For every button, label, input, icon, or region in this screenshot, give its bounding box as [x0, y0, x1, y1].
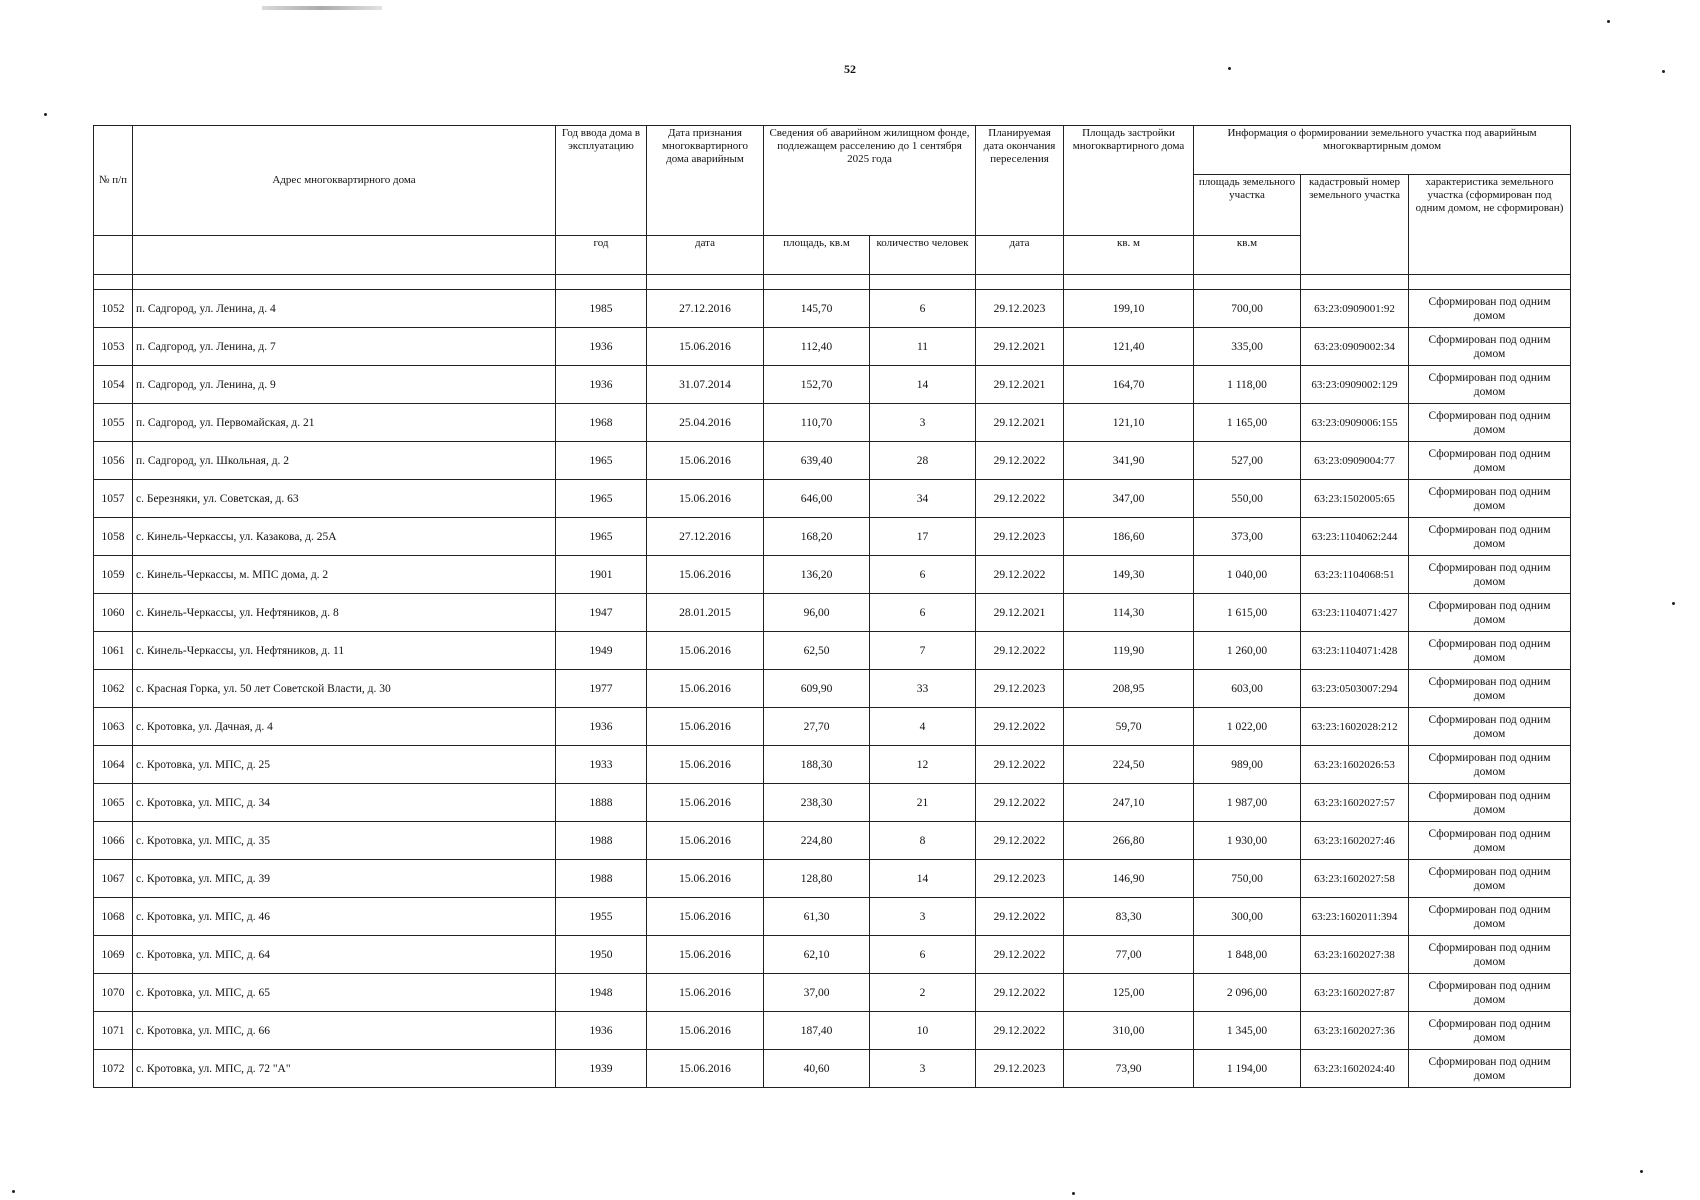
row-people-count: 11 [870, 328, 976, 366]
row-number: 1071 [94, 1012, 133, 1050]
row-cadastral-number: 63:23:0909002:129 [1301, 366, 1409, 404]
row-land-area: 1 615,00 [1194, 594, 1301, 632]
row-living-area: 238,30 [764, 784, 870, 822]
row-built-area: 119,90 [1064, 632, 1194, 670]
row-number: 1065 [94, 784, 133, 822]
row-cadastral-number: 63:23:0909004:77 [1301, 442, 1409, 480]
row-year: 1977 [556, 670, 647, 708]
row-land-characteristic: Сформирован под одним домом [1409, 632, 1571, 670]
scan-speck [1072, 1192, 1075, 1195]
row-number: 1068 [94, 898, 133, 936]
row-cadastral-number: 63:23:1602027:87 [1301, 974, 1409, 1012]
header-number: № п/п [94, 126, 133, 236]
row-address: с. Кротовка, ул. МПС, д. 72 "А" [133, 1050, 556, 1088]
row-living-area: 110,70 [764, 404, 870, 442]
row-land-characteristic: Сформирован под одним домом [1409, 480, 1571, 518]
row-planned-date: 29.12.2021 [976, 366, 1064, 404]
row-land-characteristic: Сформирован под одним домом [1409, 442, 1571, 480]
row-emergency-date: 15.06.2016 [647, 1012, 764, 1050]
unit-built-area: кв. м [1064, 236, 1194, 275]
row-land-characteristic: Сформирован под одним домом [1409, 936, 1571, 974]
row-living-area: 37,00 [764, 974, 870, 1012]
row-address: с. Кротовка, ул. МПС, д. 65 [133, 974, 556, 1012]
table-row [94, 594, 1571, 632]
row-people-count: 3 [870, 898, 976, 936]
row-year: 1936 [556, 366, 647, 404]
row-year: 1933 [556, 746, 647, 784]
row-address: с. Кинель-Черкассы, ул. Казакова, д. 25А [133, 518, 556, 556]
row-year: 1950 [556, 936, 647, 974]
scan-speck [1640, 1170, 1643, 1173]
row-number: 1067 [94, 860, 133, 898]
row-address: с. Кинель-Черкассы, ул. Нефтяников, д. 11 [133, 632, 556, 670]
row-land-area: 1 848,00 [1194, 936, 1301, 974]
table-row [94, 784, 1571, 822]
row-address: с. Кинель-Черкассы, м. МПС дома, д. 2 [133, 556, 556, 594]
row-emergency-date: 15.06.2016 [647, 670, 764, 708]
row-emergency-date: 15.06.2016 [647, 328, 764, 366]
page-number: 52 [844, 62, 856, 76]
row-number: 1061 [94, 632, 133, 670]
row-living-area: 187,40 [764, 1012, 870, 1050]
row-cadastral-number: 63:23:0909001:92 [1301, 290, 1409, 328]
row-land-characteristic: Сформирован под одним домом [1409, 784, 1571, 822]
row-land-area: 1 194,00 [1194, 1050, 1301, 1088]
row-living-area: 62,10 [764, 936, 870, 974]
row-built-area: 121,10 [1064, 404, 1194, 442]
row-planned-date: 29.12.2023 [976, 290, 1064, 328]
row-built-area: 247,10 [1064, 784, 1194, 822]
row-emergency-date: 15.06.2016 [647, 974, 764, 1012]
row-planned-date: 29.12.2022 [976, 936, 1064, 974]
row-living-area: 40,60 [764, 1050, 870, 1088]
row-living-area: 128,80 [764, 860, 870, 898]
row-emergency-date: 15.06.2016 [647, 556, 764, 594]
scan-speck [1607, 20, 1610, 23]
row-year: 1947 [556, 594, 647, 632]
row-people-count: 6 [870, 594, 976, 632]
row-emergency-date: 27.12.2016 [647, 290, 764, 328]
scan-speck [44, 113, 47, 116]
scan-speck [12, 1190, 15, 1193]
header-built-area: Площадь застройки многоквартирного дома [1064, 126, 1194, 236]
row-year: 1936 [556, 1012, 647, 1050]
row-built-area: 121,40 [1064, 328, 1194, 366]
row-planned-date: 29.12.2023 [976, 518, 1064, 556]
row-people-count: 21 [870, 784, 976, 822]
table-row [94, 670, 1571, 708]
row-year: 1965 [556, 480, 647, 518]
row-living-area: 62,50 [764, 632, 870, 670]
table-row [94, 632, 1571, 670]
row-living-area: 639,40 [764, 442, 870, 480]
row-land-area: 603,00 [1194, 670, 1301, 708]
row-cadastral-number: 63:23:1602027:46 [1301, 822, 1409, 860]
row-year: 1936 [556, 328, 647, 366]
unit-planned-date: дата [976, 236, 1064, 275]
row-people-count: 6 [870, 556, 976, 594]
row-number: 1062 [94, 670, 133, 708]
row-people-count: 3 [870, 404, 976, 442]
row-cadastral-number: 63:23:1602027:36 [1301, 1012, 1409, 1050]
row-people-count: 6 [870, 290, 976, 328]
unit-people: количество человек [870, 236, 976, 275]
row-people-count: 8 [870, 822, 976, 860]
row-number: 1070 [94, 974, 133, 1012]
row-number: 1053 [94, 328, 133, 366]
row-people-count: 33 [870, 670, 976, 708]
row-living-area: 168,20 [764, 518, 870, 556]
table-row [94, 708, 1571, 746]
row-cadastral-number: 63:23:1502005:65 [1301, 480, 1409, 518]
row-living-area: 609,90 [764, 670, 870, 708]
row-address: п. Садгород, ул. Школьная, д. 2 [133, 442, 556, 480]
row-built-area: 83,30 [1064, 898, 1194, 936]
row-planned-date: 29.12.2022 [976, 746, 1064, 784]
header-land-cadastral: кадастровый номер земельного участка [1301, 175, 1409, 275]
row-year: 1948 [556, 974, 647, 1012]
row-land-characteristic: Сформирован под одним домом [1409, 974, 1571, 1012]
table-row [94, 936, 1571, 974]
row-emergency-date: 15.06.2016 [647, 898, 764, 936]
row-address: с. Кротовка, ул. Дачная, д. 4 [133, 708, 556, 746]
row-built-area: 224,50 [1064, 746, 1194, 784]
row-land-area: 989,00 [1194, 746, 1301, 784]
row-people-count: 34 [870, 480, 976, 518]
row-land-area: 1 930,00 [1194, 822, 1301, 860]
row-emergency-date: 15.06.2016 [647, 442, 764, 480]
table-row [94, 860, 1571, 898]
row-address: с. Кротовка, ул. МПС, д. 64 [133, 936, 556, 974]
row-land-characteristic: Сформирован под одним домом [1409, 328, 1571, 366]
row-year: 1955 [556, 898, 647, 936]
row-built-area: 59,70 [1064, 708, 1194, 746]
row-living-area: 27,70 [764, 708, 870, 746]
row-people-count: 28 [870, 442, 976, 480]
row-built-area: 149,30 [1064, 556, 1194, 594]
row-address: п. Садгород, ул. Ленина, д. 7 [133, 328, 556, 366]
row-planned-date: 29.12.2022 [976, 556, 1064, 594]
header-land-area: площадь земельного участка [1194, 175, 1301, 236]
row-planned-date: 29.12.2022 [976, 480, 1064, 518]
row-address: с. Кротовка, ул. МПС, д. 46 [133, 898, 556, 936]
row-land-area: 1 345,00 [1194, 1012, 1301, 1050]
row-built-area: 146,90 [1064, 860, 1194, 898]
row-land-area: 1 987,00 [1194, 784, 1301, 822]
row-number: 1057 [94, 480, 133, 518]
row-land-characteristic: Сформирован под одним домом [1409, 1050, 1571, 1088]
row-people-count: 17 [870, 518, 976, 556]
row-address: с. Красная Горка, ул. 50 лет Советской Власти, д. 30 [133, 670, 556, 708]
row-people-count: 2 [870, 974, 976, 1012]
row-land-area: 335,00 [1194, 328, 1301, 366]
row-land-area: 300,00 [1194, 898, 1301, 936]
row-year: 1965 [556, 518, 647, 556]
row-cadastral-number: 63:23:1104062:244 [1301, 518, 1409, 556]
row-land-area: 2 096,00 [1194, 974, 1301, 1012]
row-land-area: 373,00 [1194, 518, 1301, 556]
row-emergency-date: 31.07.2014 [647, 366, 764, 404]
row-year: 1988 [556, 860, 647, 898]
header-planned-date: Планируемая дата окончания переселения [976, 126, 1064, 236]
row-number: 1054 [94, 366, 133, 404]
table-row [94, 898, 1571, 936]
row-year: 1936 [556, 708, 647, 746]
row-land-area: 527,00 [1194, 442, 1301, 480]
row-living-area: 61,30 [764, 898, 870, 936]
row-emergency-date: 15.06.2016 [647, 632, 764, 670]
row-land-area: 1 040,00 [1194, 556, 1301, 594]
row-address: п. Садгород, ул. Ленина, д. 9 [133, 366, 556, 404]
table-row [94, 1012, 1571, 1050]
row-people-count: 6 [870, 936, 976, 974]
row-planned-date: 29.12.2022 [976, 442, 1064, 480]
row-number: 1069 [94, 936, 133, 974]
row-emergency-date: 15.06.2016 [647, 860, 764, 898]
row-cadastral-number: 63:23:1602027:58 [1301, 860, 1409, 898]
row-people-count: 10 [870, 1012, 976, 1050]
row-year: 1968 [556, 404, 647, 442]
row-built-area: 199,10 [1064, 290, 1194, 328]
row-land-characteristic: Сформирован под одним домом [1409, 670, 1571, 708]
row-cadastral-number: 63:23:1104071:427 [1301, 594, 1409, 632]
unit-land-area: кв.м [1194, 236, 1301, 275]
row-number: 1064 [94, 746, 133, 784]
row-built-area: 114,30 [1064, 594, 1194, 632]
row-year: 1888 [556, 784, 647, 822]
table-row [94, 974, 1571, 1012]
unit-area: площадь, кв.м [764, 236, 870, 275]
table-row [94, 404, 1571, 442]
row-number: 1066 [94, 822, 133, 860]
row-cadastral-number: 63:23:1104071:428 [1301, 632, 1409, 670]
emergency-housing-table [93, 125, 1571, 1088]
row-address: с. Кротовка, ул. МПС, д. 66 [133, 1012, 556, 1050]
row-land-characteristic: Сформирован под одним домом [1409, 366, 1571, 404]
table-row [94, 746, 1571, 784]
row-address: с. Березняки, ул. Советская, д. 63 [133, 480, 556, 518]
row-land-area: 1 022,00 [1194, 708, 1301, 746]
row-planned-date: 29.12.2022 [976, 1012, 1064, 1050]
row-year: 1985 [556, 290, 647, 328]
row-planned-date: 29.12.2021 [976, 404, 1064, 442]
row-cadastral-number: 63:23:0909002:34 [1301, 328, 1409, 366]
row-living-area: 112,40 [764, 328, 870, 366]
row-emergency-date: 27.12.2016 [647, 518, 764, 556]
row-land-area: 750,00 [1194, 860, 1301, 898]
row-number: 1072 [94, 1050, 133, 1088]
row-address: с. Кротовка, ул. МПС, д. 35 [133, 822, 556, 860]
row-planned-date: 29.12.2023 [976, 860, 1064, 898]
row-number: 1058 [94, 518, 133, 556]
row-emergency-date: 15.06.2016 [647, 480, 764, 518]
header-address: Адрес многоквартирного дома [133, 126, 556, 236]
row-land-characteristic: Сформирован под одним домом [1409, 898, 1571, 936]
row-land-characteristic: Сформирован под одним домом [1409, 290, 1571, 328]
header-emergency-date: Дата признания многоквартирного дома аварийным [647, 126, 764, 236]
row-land-characteristic: Сформирован под одним домом [1409, 404, 1571, 442]
row-address: п. Садгород, ул. Первомайская, д. 21 [133, 404, 556, 442]
row-planned-date: 29.12.2022 [976, 784, 1064, 822]
row-number: 1052 [94, 290, 133, 328]
row-land-characteristic: Сформирован под одним домом [1409, 594, 1571, 632]
row-land-area: 1 260,00 [1194, 632, 1301, 670]
row-planned-date: 29.12.2021 [976, 594, 1064, 632]
row-built-area: 73,90 [1064, 1050, 1194, 1088]
row-people-count: 4 [870, 708, 976, 746]
row-living-area: 224,80 [764, 822, 870, 860]
row-people-count: 12 [870, 746, 976, 784]
row-built-area: 164,70 [1064, 366, 1194, 404]
row-land-characteristic: Сформирован под одним домом [1409, 860, 1571, 898]
row-people-count: 14 [870, 860, 976, 898]
row-living-area: 96,00 [764, 594, 870, 632]
table-row [94, 328, 1571, 366]
row-living-area: 188,30 [764, 746, 870, 784]
row-emergency-date: 15.06.2016 [647, 746, 764, 784]
table-row [94, 556, 1571, 594]
scan-artifact [262, 6, 382, 10]
row-people-count: 14 [870, 366, 976, 404]
table-row [94, 480, 1571, 518]
row-built-area: 77,00 [1064, 936, 1194, 974]
row-land-area: 550,00 [1194, 480, 1301, 518]
row-number: 1059 [94, 556, 133, 594]
row-land-characteristic: Сформирован под одним домом [1409, 1012, 1571, 1050]
unit-date: дата [647, 236, 764, 275]
row-planned-date: 29.12.2023 [976, 1050, 1064, 1088]
row-year: 1939 [556, 1050, 647, 1088]
row-land-characteristic: Сформирован под одним домом [1409, 746, 1571, 784]
table-row [94, 1050, 1571, 1088]
row-year: 1965 [556, 442, 647, 480]
row-planned-date: 29.12.2022 [976, 898, 1064, 936]
row-emergency-date: 25.04.2016 [647, 404, 764, 442]
row-living-area: 646,00 [764, 480, 870, 518]
header-emergency-fund: Сведения об аварийном жилищном фонде, подлежащем расселению до 1 сентября 2025 года [764, 126, 976, 236]
row-land-area: 700,00 [1194, 290, 1301, 328]
row-number: 1063 [94, 708, 133, 746]
row-year: 1988 [556, 822, 647, 860]
row-land-area: 1 118,00 [1194, 366, 1301, 404]
row-living-area: 145,70 [764, 290, 870, 328]
row-cadastral-number: 63:23:0503007:294 [1301, 670, 1409, 708]
row-planned-date: 29.12.2021 [976, 328, 1064, 366]
row-land-characteristic: Сформирован под одним домом [1409, 518, 1571, 556]
row-land-area: 1 165,00 [1194, 404, 1301, 442]
row-cadastral-number: 63:23:1602026:53 [1301, 746, 1409, 784]
row-cadastral-number: 63:23:1602024:40 [1301, 1050, 1409, 1088]
header-land-info: Информация о формировании земельного участка под аварийным многоквартирным домом [1194, 126, 1571, 175]
row-planned-date: 29.12.2023 [976, 670, 1064, 708]
row-cadastral-number: 63:23:1602028:212 [1301, 708, 1409, 746]
row-built-area: 341,90 [1064, 442, 1194, 480]
row-emergency-date: 15.06.2016 [647, 936, 764, 974]
scan-speck [1672, 602, 1675, 605]
row-emergency-date: 15.06.2016 [647, 822, 764, 860]
row-built-area: 310,00 [1064, 1012, 1194, 1050]
row-number: 1060 [94, 594, 133, 632]
row-planned-date: 29.12.2022 [976, 822, 1064, 860]
table-row [94, 366, 1571, 404]
row-land-characteristic: Сформирован под одним домом [1409, 708, 1571, 746]
row-cadastral-number: 63:23:1104068:51 [1301, 556, 1409, 594]
row-built-area: 208,95 [1064, 670, 1194, 708]
table-row [94, 822, 1571, 860]
row-cadastral-number: 63:23:1602027:57 [1301, 784, 1409, 822]
row-people-count: 7 [870, 632, 976, 670]
row-address: с. Кинель-Черкассы, ул. Нефтяников, д. 8 [133, 594, 556, 632]
row-built-area: 266,80 [1064, 822, 1194, 860]
table-row [94, 442, 1571, 480]
unit-year: год [556, 236, 647, 275]
row-built-area: 347,00 [1064, 480, 1194, 518]
row-built-area: 186,60 [1064, 518, 1194, 556]
row-planned-date: 29.12.2022 [976, 632, 1064, 670]
row-living-area: 136,20 [764, 556, 870, 594]
row-land-characteristic: Сформирован под одним домом [1409, 822, 1571, 860]
row-built-area: 125,00 [1064, 974, 1194, 1012]
row-cadastral-number: 63:23:1602027:38 [1301, 936, 1409, 974]
row-planned-date: 29.12.2022 [976, 974, 1064, 1012]
row-year: 1901 [556, 556, 647, 594]
row-planned-date: 29.12.2022 [976, 708, 1064, 746]
row-cadastral-number: 63:23:0909006:155 [1301, 404, 1409, 442]
row-address: с. Кротовка, ул. МПС, д. 34 [133, 784, 556, 822]
row-living-area: 152,70 [764, 366, 870, 404]
row-number: 1055 [94, 404, 133, 442]
row-address: с. Кротовка, ул. МПС, д. 39 [133, 860, 556, 898]
row-emergency-date: 15.06.2016 [647, 708, 764, 746]
row-emergency-date: 15.06.2016 [647, 784, 764, 822]
header-commissioning-year: Год ввода дома в эксплуатацию [556, 126, 647, 236]
row-cadastral-number: 63:23:1602011:394 [1301, 898, 1409, 936]
row-address: п. Садгород, ул. Ленина, д. 4 [133, 290, 556, 328]
row-address: с. Кротовка, ул. МПС, д. 25 [133, 746, 556, 784]
row-year: 1949 [556, 632, 647, 670]
table-row [94, 518, 1571, 556]
row-people-count: 3 [870, 1050, 976, 1088]
row-emergency-date: 15.06.2016 [647, 1050, 764, 1088]
table-row [94, 290, 1571, 328]
header-land-characteristic: характеристика земельного участка (сформирован под одним домом, не сформирован) [1409, 175, 1571, 275]
row-emergency-date: 28.01.2015 [647, 594, 764, 632]
row-number: 1056 [94, 442, 133, 480]
row-land-characteristic: Сформирован под одним домом [1409, 556, 1571, 594]
